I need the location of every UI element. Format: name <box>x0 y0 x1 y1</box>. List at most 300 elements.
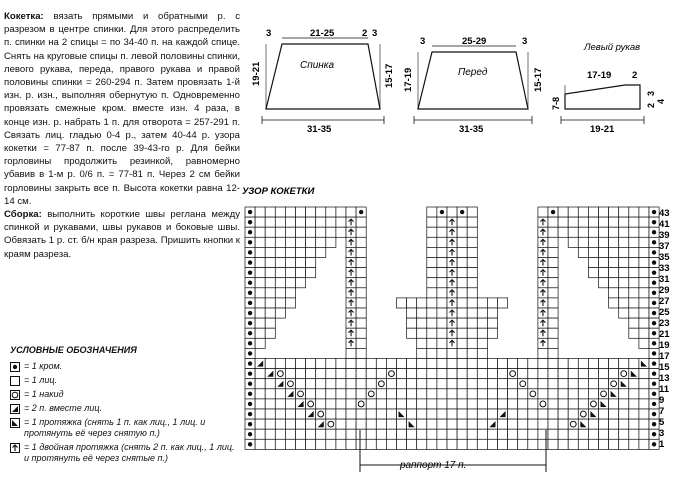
chart-cell <box>376 359 386 369</box>
chart-cell <box>548 318 558 328</box>
edge-stitch-mark <box>652 220 656 224</box>
chart-cell <box>326 217 336 227</box>
chart-cell <box>407 298 417 308</box>
chart-cell <box>285 399 295 409</box>
edge-stitch-mark <box>652 371 656 375</box>
chart-cell <box>356 338 366 348</box>
chart-cell <box>296 258 306 268</box>
chart-cell <box>487 308 497 318</box>
chart-cell <box>397 399 407 409</box>
chart-cell <box>376 439 386 449</box>
chart-cell <box>619 389 629 399</box>
chart-cell <box>528 389 538 399</box>
chart-cell <box>609 207 619 217</box>
chart-cell <box>417 308 427 318</box>
chart-cell <box>265 389 275 399</box>
chart-cell <box>316 227 326 237</box>
back-top-right-a: 2 <box>362 28 368 39</box>
chart-cell <box>457 268 467 278</box>
chart-cell <box>518 419 528 429</box>
chart-cell <box>285 207 295 217</box>
chart-cell <box>346 439 356 449</box>
chart-cell <box>568 237 578 247</box>
chart-cell <box>275 227 285 237</box>
edge-stitch-mark <box>248 402 252 406</box>
chart-cell <box>407 308 417 318</box>
chart-cell <box>316 207 326 217</box>
chart-cell <box>588 258 598 268</box>
chart-cell <box>629 439 639 449</box>
edge-stitch-mark <box>359 210 363 214</box>
chart-cell <box>538 207 548 217</box>
chart-cell <box>417 348 427 358</box>
chart-cell <box>548 308 558 318</box>
chart-cell <box>306 268 316 278</box>
chart-cell <box>588 429 598 439</box>
chart-cell <box>578 429 588 439</box>
chart-cell <box>477 439 487 449</box>
chart-cell <box>568 409 578 419</box>
chart-cell <box>376 369 386 379</box>
chart-cell <box>397 419 407 429</box>
chart-cell <box>508 429 518 439</box>
chart-cell <box>386 389 396 399</box>
edge-stitch-mark <box>652 301 656 305</box>
chart-cell <box>467 207 477 217</box>
edge-stitch-mark <box>248 210 252 214</box>
chart-cell <box>639 278 649 288</box>
chart-cell <box>447 379 457 389</box>
chart-cell <box>568 227 578 237</box>
edge-stitch-mark <box>652 382 656 386</box>
chart-cell <box>629 278 639 288</box>
chart-cell <box>548 268 558 278</box>
chart-cell <box>437 278 447 288</box>
chart-cell <box>548 298 558 308</box>
chart-cell <box>275 268 285 278</box>
chart-cell <box>548 278 558 288</box>
chart-cell <box>609 288 619 298</box>
chart-cell <box>467 419 477 429</box>
chart-cell <box>508 439 518 449</box>
chart-cell <box>599 207 609 217</box>
chart-cell <box>427 258 437 268</box>
chart-cell <box>568 439 578 449</box>
chart-cell <box>255 278 265 288</box>
chart-cell <box>629 359 639 369</box>
chart-cell <box>407 318 417 328</box>
chart-cell <box>427 318 437 328</box>
edge-stitch-mark <box>248 291 252 295</box>
chart-cell <box>326 237 336 247</box>
chart-cell <box>386 409 396 419</box>
chart-cell <box>457 298 467 308</box>
chart-cell <box>548 328 558 338</box>
chart-cell <box>467 288 477 298</box>
chart-cell <box>558 409 568 419</box>
chart-cell <box>508 369 518 379</box>
chart-cell <box>306 359 316 369</box>
chart-cell <box>457 237 467 247</box>
chart-cell <box>356 217 366 227</box>
chart-cell <box>285 217 295 227</box>
chart-cell <box>548 237 558 247</box>
chart-cell <box>326 389 336 399</box>
chart-cell <box>639 419 649 429</box>
chart-cell <box>518 379 528 389</box>
chart-cell <box>346 419 356 429</box>
chart-cell <box>558 419 568 429</box>
chart-cell <box>407 328 417 338</box>
chart-cell <box>255 429 265 439</box>
chart-cell <box>467 379 477 389</box>
edge-stitch-mark <box>248 311 252 315</box>
chart-cell <box>548 379 558 389</box>
chart-cell <box>457 419 467 429</box>
chart-cell <box>417 338 427 348</box>
chart-cell <box>316 379 326 389</box>
front-label: Перед <box>458 67 488 78</box>
chart-cell <box>447 389 457 399</box>
chart-cell <box>548 419 558 429</box>
chart-cell <box>548 399 558 409</box>
chart-cell <box>306 429 316 439</box>
chart-cell <box>356 278 366 288</box>
chart-cell <box>457 217 467 227</box>
chart-cell <box>498 389 508 399</box>
chart-cell <box>599 379 609 389</box>
chart-cell <box>437 359 447 369</box>
chart-cell <box>326 359 336 369</box>
chart-cell <box>609 409 619 419</box>
chart-cell <box>508 379 518 389</box>
chart-cell <box>467 369 477 379</box>
edge-stitch-mark <box>652 361 656 365</box>
chart-cell <box>447 439 457 449</box>
chart-cell <box>639 237 649 247</box>
chart-cell <box>609 399 619 409</box>
chart-cell <box>588 268 598 278</box>
chart-cell <box>356 318 366 328</box>
chart-cell <box>619 207 629 217</box>
chart-cell <box>578 237 588 247</box>
chart-cell <box>609 359 619 369</box>
chart-cell <box>275 379 285 389</box>
chart-cell <box>407 369 417 379</box>
chart-cell <box>366 429 376 439</box>
chart-cell <box>498 359 508 369</box>
back-top-right-b: 3 <box>372 28 378 39</box>
chart-cell <box>336 379 346 389</box>
chart-cell <box>619 288 629 298</box>
chart-cell <box>356 237 366 247</box>
chart-cell <box>609 379 619 389</box>
chart-cell <box>538 409 548 419</box>
chart-cell <box>326 439 336 449</box>
chart-cell <box>639 399 649 409</box>
chart-cell <box>366 379 376 389</box>
chart-cell <box>467 247 477 257</box>
chart-cell <box>588 227 598 237</box>
chart-cell <box>316 369 326 379</box>
chart-cell <box>326 409 336 419</box>
chart-cell <box>255 258 265 268</box>
chart-cell <box>427 389 437 399</box>
chart-cell <box>639 217 649 227</box>
chart-cell <box>518 369 528 379</box>
chart-cell <box>518 399 528 409</box>
chart-cell <box>487 409 497 419</box>
chart-cell <box>487 379 497 389</box>
chart-cell <box>255 379 265 389</box>
edge-stitch-mark <box>652 230 656 234</box>
chart-cell <box>467 399 477 409</box>
chart-cell <box>316 359 326 369</box>
chart-cell <box>629 227 639 237</box>
chart-cell <box>306 227 316 237</box>
chart-cell <box>386 439 396 449</box>
chart-cell <box>366 419 376 429</box>
chart-cell <box>417 419 427 429</box>
chart-cell <box>275 247 285 257</box>
row-number: 23 <box>659 318 670 330</box>
chart-cell <box>599 419 609 429</box>
chart-cell <box>578 247 588 257</box>
chart-cell <box>457 379 467 389</box>
chart-cell <box>508 399 518 409</box>
chart-cell <box>255 328 265 338</box>
chart-cell <box>427 308 437 318</box>
chart-cell <box>437 217 447 227</box>
edge-stitch-mark <box>248 230 252 234</box>
chart-cell <box>538 419 548 429</box>
row-number: 5 <box>659 417 665 429</box>
row-number: 21 <box>659 329 670 341</box>
chart-cell <box>255 247 265 257</box>
chart-cell <box>508 359 518 369</box>
chart-cell <box>599 227 609 237</box>
chart-cell <box>629 247 639 257</box>
chart-cell <box>397 439 407 449</box>
chart-cell <box>558 359 568 369</box>
chart-cell <box>265 419 275 429</box>
chart-cell <box>588 369 598 379</box>
chart-cell <box>609 217 619 227</box>
chart-cell <box>306 439 316 449</box>
chart-cell <box>619 399 629 409</box>
chart-cell <box>578 439 588 449</box>
chart-cell <box>437 439 447 449</box>
chart-cell <box>366 359 376 369</box>
edge-stitch-mark <box>652 412 656 416</box>
chart-cell <box>336 227 346 237</box>
chart-cell <box>437 338 447 348</box>
chart-cell <box>639 308 649 318</box>
front-top-left: 3 <box>420 36 426 47</box>
chart-cell <box>578 359 588 369</box>
legend-text: = 1 кром. <box>24 361 63 371</box>
chart-cell <box>356 308 366 318</box>
sleeve-right-c: 4 <box>656 98 666 104</box>
chart-cell <box>498 439 508 449</box>
chart-cell <box>599 369 609 379</box>
chart-cell <box>619 278 629 288</box>
chart-cell <box>427 237 437 247</box>
chart-cell <box>427 439 437 449</box>
chart-cell <box>356 227 366 237</box>
chart-cell <box>296 359 306 369</box>
chart-cell <box>255 207 265 217</box>
chart-cell <box>528 359 538 369</box>
chart-cell <box>427 328 437 338</box>
chart-cell <box>397 379 407 389</box>
sleeve-schematic <box>561 85 644 124</box>
chart-cell <box>599 439 609 449</box>
edge-stitch-mark <box>248 392 252 396</box>
edge-stitch-mark <box>652 432 656 436</box>
chart-cell <box>639 258 649 268</box>
chart-cell <box>518 389 528 399</box>
chart-cell <box>548 369 558 379</box>
chart-cell <box>356 288 366 298</box>
assembly-text: выполнить короткие швы реглана между спинкой и рукавами, швы рукавов и боковые швы. Обвязать 1 р. ст. б/н края разреза. Пришить кнопки к краям разреза. <box>4 209 240 260</box>
chart-cell <box>417 439 427 449</box>
chart-cell <box>285 419 295 429</box>
edge-stitch-mark <box>248 442 252 446</box>
chart-cell <box>316 389 326 399</box>
chart-cell <box>275 278 285 288</box>
chart-cell <box>599 247 609 257</box>
chart-cell <box>255 237 265 247</box>
chart-cell <box>407 439 417 449</box>
chart-cell <box>306 207 316 217</box>
chart-cell <box>609 237 619 247</box>
chart-cell <box>558 227 568 237</box>
chart-cell <box>467 217 477 227</box>
row-number: 35 <box>659 252 670 264</box>
chart-cell <box>427 429 437 439</box>
chart-cell <box>336 439 346 449</box>
chart-cell <box>356 419 366 429</box>
chart-cell <box>376 429 386 439</box>
chart-cell <box>629 328 639 338</box>
chart-cell <box>558 389 568 399</box>
chart-cell <box>417 399 427 409</box>
chart-cell <box>417 318 427 328</box>
chart-cell <box>457 247 467 257</box>
chart-cell <box>548 389 558 399</box>
chart-cell <box>477 399 487 409</box>
chart-cell <box>296 247 306 257</box>
chart-cell <box>265 278 275 288</box>
chart-cell <box>265 429 275 439</box>
chart-cell <box>336 207 346 217</box>
chart-cell <box>619 308 629 318</box>
chart-cell <box>296 429 306 439</box>
chart-cell <box>356 399 366 409</box>
legend-text: = 1 двойная протяжка (снять 2 п. как лиц., 1 лиц. и протянуть её через снятые п.) <box>24 442 235 463</box>
edge-stitch-mark <box>248 321 252 325</box>
chart-cell <box>568 429 578 439</box>
chart-cell <box>326 207 336 217</box>
chart-cell <box>336 359 346 369</box>
chart-cell <box>558 429 568 439</box>
chart-cell <box>477 318 487 328</box>
chart-cell <box>255 369 265 379</box>
chart-cell <box>477 369 487 379</box>
chart-cell <box>265 227 275 237</box>
back-left-height: 19-21 <box>251 61 262 86</box>
chart-cell <box>356 379 366 389</box>
chart-cell <box>366 399 376 409</box>
chart-cell <box>588 237 598 247</box>
front-left-height: 17-19 <box>403 67 414 92</box>
chart-cell <box>548 409 558 419</box>
chart-cell <box>376 409 386 419</box>
chart-cell <box>588 247 598 257</box>
chart-cell <box>437 298 447 308</box>
chart-cell <box>619 409 629 419</box>
edge-stitch-mark <box>248 382 252 386</box>
chart-cell <box>366 369 376 379</box>
edge-stitch-mark <box>652 260 656 264</box>
chart-cell <box>518 409 528 419</box>
chart-cell <box>407 359 417 369</box>
chart-cell <box>386 369 396 379</box>
chart-cell <box>599 258 609 268</box>
chart-cell <box>417 369 427 379</box>
chart-cell <box>609 298 619 308</box>
chart-cell <box>548 338 558 348</box>
chart-cell <box>457 429 467 439</box>
chart-cell <box>619 439 629 449</box>
chart-cell <box>619 217 629 227</box>
chart-cell <box>417 328 427 338</box>
chart-cell <box>296 237 306 247</box>
edge-stitch-mark <box>652 270 656 274</box>
chart-cell <box>356 409 366 419</box>
chart-cell <box>285 258 295 268</box>
chart-cell <box>639 359 649 369</box>
chart-cell <box>265 308 275 318</box>
chart-cell <box>316 237 326 247</box>
front-bottom-width: 31-35 <box>459 124 484 135</box>
chart-cell <box>498 298 508 308</box>
chart-cell <box>427 338 437 348</box>
chart-cell <box>255 227 265 237</box>
chart-cell <box>346 409 356 419</box>
chart-cell <box>285 237 295 247</box>
chart-cell <box>619 258 629 268</box>
chart-cell <box>629 237 639 247</box>
chart-cell <box>437 328 447 338</box>
edge-stitch-mark <box>652 392 656 396</box>
chart-cell <box>407 429 417 439</box>
chart-cell <box>356 298 366 308</box>
chart-cell <box>467 258 477 268</box>
chart-cell <box>296 409 306 419</box>
chart-cell <box>437 419 447 429</box>
chart-cell <box>528 439 538 449</box>
chart-cell <box>639 288 649 298</box>
chart-cell <box>255 439 265 449</box>
chart-cell <box>437 379 447 389</box>
chart-cell <box>578 369 588 379</box>
row-number: 37 <box>659 241 670 253</box>
chart-cell <box>336 419 346 429</box>
chart-cell <box>538 379 548 389</box>
chart-cell <box>427 227 437 237</box>
